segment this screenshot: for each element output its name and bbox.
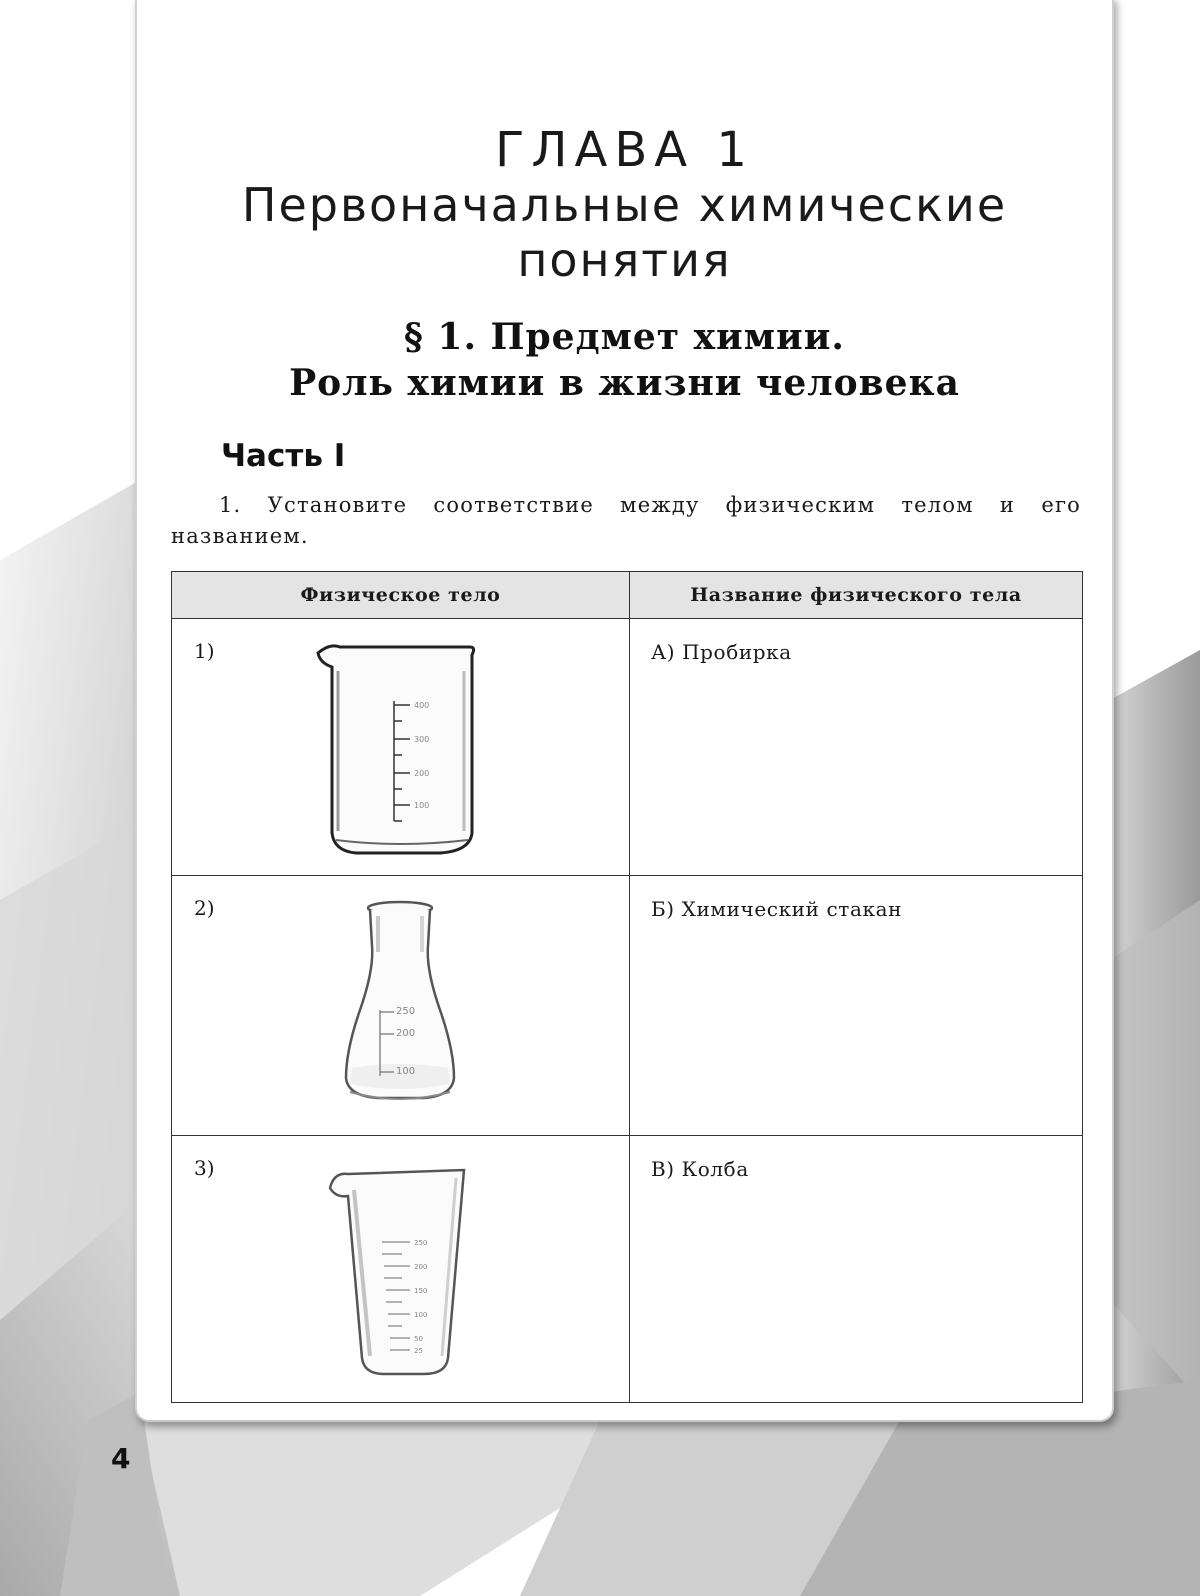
option-name: А) Пробирка (651, 640, 792, 664)
chapter-title: Первоначальные химические понятия (241, 178, 1008, 287)
workbook-page (135, 0, 1114, 1422)
scale-label: 200 (414, 1263, 428, 1271)
scale-label: 100 (414, 801, 430, 810)
scale-label: 250 (396, 1006, 416, 1017)
scale-label: 25 (414, 1347, 423, 1355)
chapter-label: ГЛАВА 1 (495, 122, 754, 178)
scale-label: 50 (414, 1335, 423, 1343)
table-row (172, 1136, 1083, 1403)
name-cell (630, 876, 1083, 1136)
body-cell (172, 1136, 630, 1403)
matching-table (171, 571, 1083, 1403)
option-name: Б) Химический стакан (651, 897, 903, 921)
table-row (172, 619, 1083, 876)
name-cell (630, 1136, 1083, 1403)
erlenmeyer-flask-image (338, 900, 462, 1110)
scale-label: 100 (414, 1311, 428, 1319)
scale-label: 300 (414, 735, 430, 744)
part-title: Часть I (221, 438, 346, 474)
scale-label: 400 (414, 701, 430, 710)
scale-label: 200 (396, 1028, 416, 1039)
section-title: § 1. Предмет химии. Роль химии в жизни человека (289, 316, 960, 404)
scale-label: 100 (396, 1066, 416, 1077)
page-number: 4 (111, 1442, 131, 1475)
scale-label: 200 (414, 769, 430, 778)
table-header-row (172, 572, 1083, 619)
column-header-name: Название физического тела (630, 572, 1083, 619)
column-header-body: Физическое тело (172, 572, 630, 619)
row-number: 1) (194, 639, 215, 663)
scale-label: 250 (414, 1239, 428, 1247)
name-cell (630, 619, 1083, 876)
table-row (172, 876, 1083, 1136)
task-text: 1. Установите соответствие между физическим телом и его названием. (171, 493, 1081, 548)
body-cell (172, 619, 630, 876)
beaker-image (310, 635, 482, 857)
body-cell (172, 876, 630, 1136)
graduated-glass-image (324, 1166, 474, 1378)
scale-label: 150 (414, 1287, 428, 1295)
option-name: В) Колба (651, 1157, 749, 1181)
row-number: 3) (194, 1156, 215, 1180)
row-number: 2) (194, 896, 215, 920)
